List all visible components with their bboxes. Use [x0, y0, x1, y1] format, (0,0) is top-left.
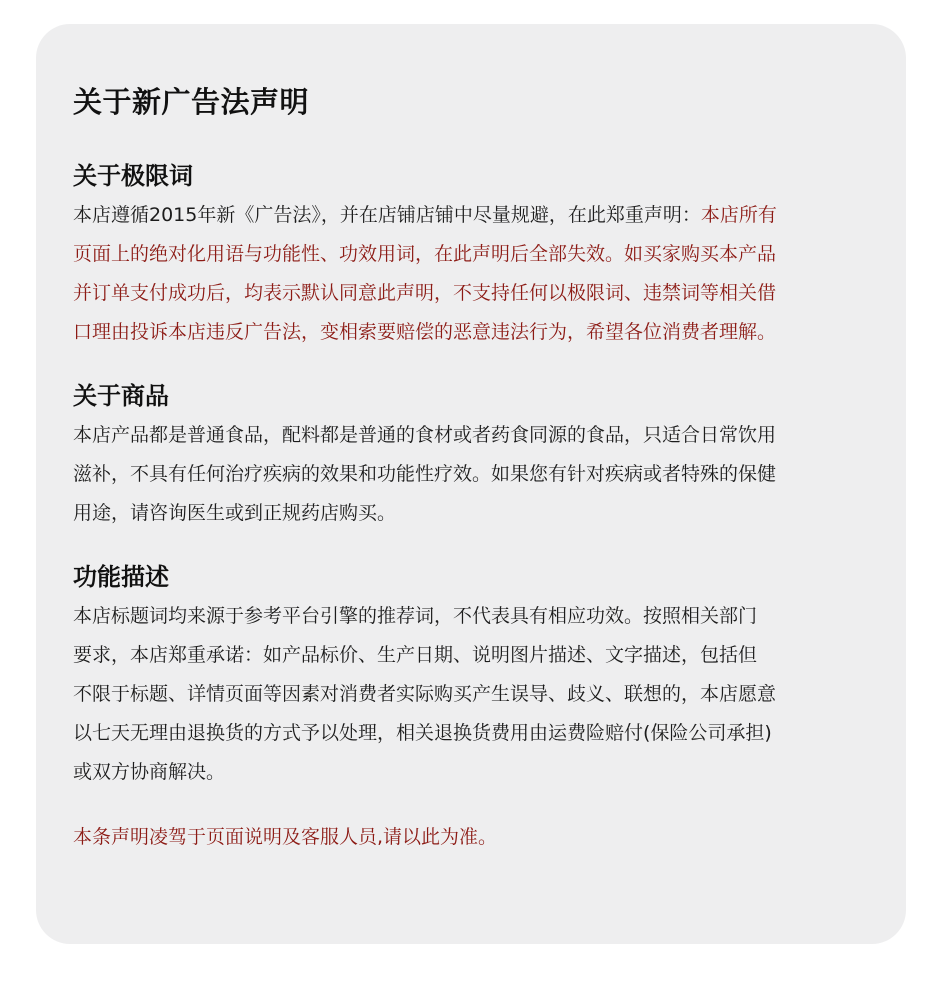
section-paragraph: [73, 597, 870, 792]
text-red: 并订单支付成功后，均表示默认同意此声明，不支持任何以极限词、违禁词等相关借: [73, 282, 777, 304]
text-line: 或双方协商解决。: [73, 761, 226, 783]
text-line: 滋补，不具有任何治疗疾病的效果和功能性疗效。如果您有针对疾病或者特殊的保健: [73, 463, 777, 485]
text-line: 本店产品都是普通食品，配料都是普通的食材或者药食同源的食品，只适合日常饮用: [73, 424, 777, 446]
section-heading: 关于极限词: [73, 162, 193, 190]
statement-card: [36, 24, 906, 944]
section-products: [73, 378, 870, 533]
text-line: 要求，本店郑重承诺：如产品标价、生产日期、说明图片描述、文字描述，包括但: [73, 644, 758, 666]
section-function-description: [73, 559, 870, 792]
text-line: 不限于标题、详情页面等因素对消费者实际购买产生误导、歧义、联想的，本店愿意: [73, 683, 777, 705]
section-paragraph: [73, 196, 870, 352]
text-red: 口理由投诉本店违反广告法，变相索要赔偿的恶意违法行为，希望各位消费者理解。: [73, 321, 777, 343]
footer-note: 本条声明凌驾于页面说明及客服人员,请以此为准。: [73, 826, 498, 848]
text-red: 本店所有: [700, 204, 777, 226]
section-heading: 功能描述: [73, 563, 169, 591]
page-title: 关于新广告法声明: [73, 85, 310, 119]
text-line: 以七天无理由退换货的方式予以处理，相关退换货费用由运费险赔付(保险公司承担): [73, 722, 772, 744]
text-line: 用途，请咨询医生或到正规药店购买。: [73, 502, 397, 524]
section-paragraph: [73, 416, 870, 533]
text-normal: 本店遵循2015年新《广告法》，并在店铺店铺中尽量规避，在此郑重声明：: [73, 204, 701, 226]
text-line: 本店标题词均来源于参考平台引擎的推荐词，不代表具有相应功效。按照相关部门: [73, 605, 758, 627]
section-heading: 关于商品: [73, 382, 169, 410]
text-red: 页面上的绝对化用语与功能性、功效用词，在此声明后全部失效。如买家购买本产品: [73, 243, 777, 265]
section-extreme-words: [73, 158, 870, 352]
